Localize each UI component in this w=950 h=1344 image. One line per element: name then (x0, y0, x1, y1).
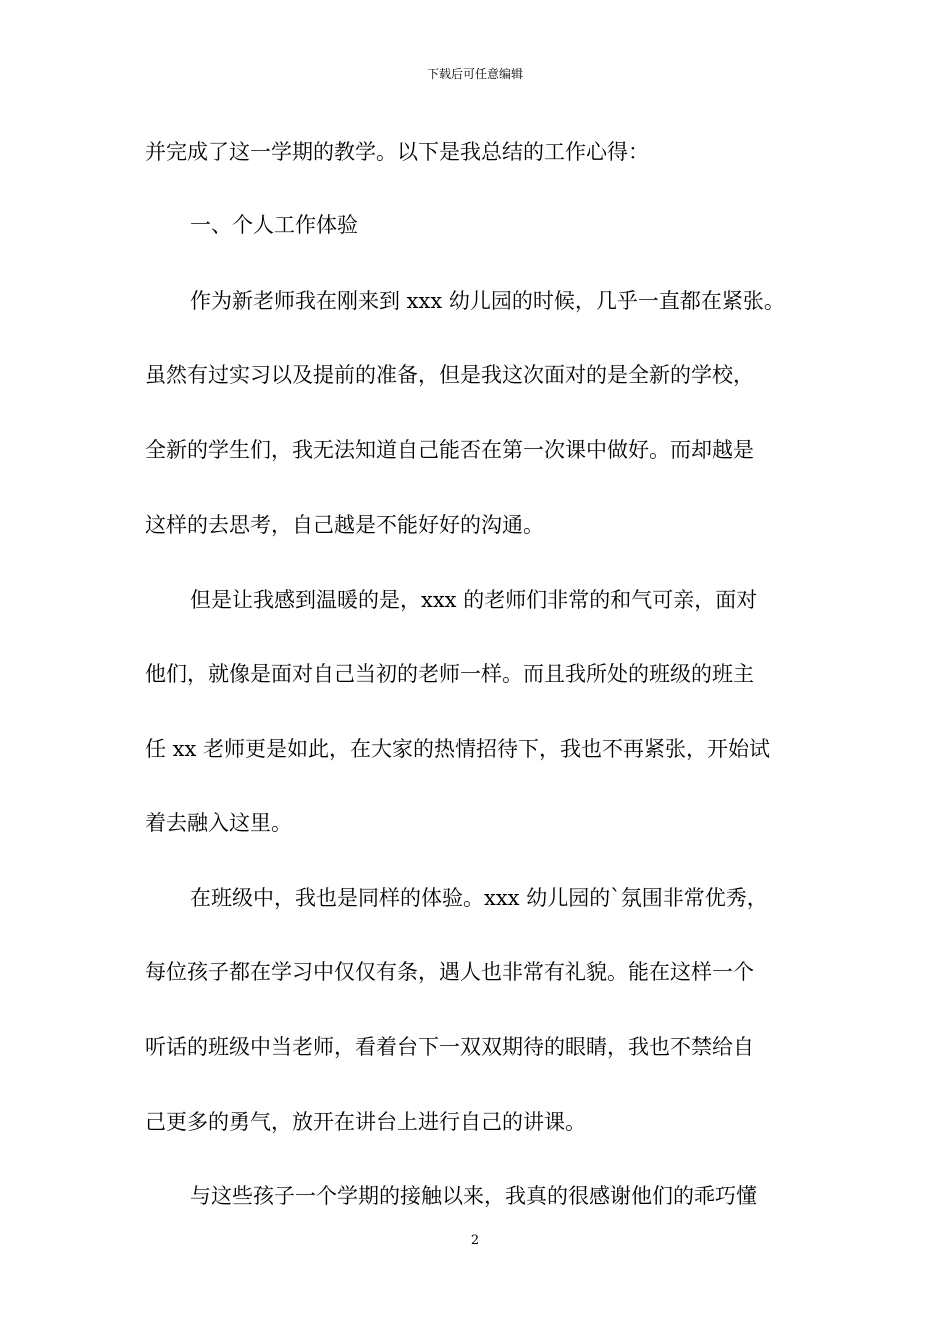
section-heading: 一、个人工作体验 (190, 213, 358, 237)
body-line-3: 作为新老师我在刚来到 xxx 幼儿园的时候，几乎一直都在紧张。 (190, 289, 785, 313)
body-line-12: 每位孩子都在学习中仅仅有条，遇人也非常有礼貌。能在这样一个 (145, 960, 754, 984)
body-line-11: 在班级中，我也是同样的体验。xxx 幼儿园的`氛围非常优秀， (190, 886, 768, 910)
body-line-4: 虽然有过实习以及提前的准备，但是我这次面对的是全新的学校， (145, 363, 754, 387)
body-line-15: 与这些孩子一个学期的接触以来，我真的很感谢他们的乖巧懂 (190, 1184, 757, 1208)
page-number: 2 (470, 1233, 480, 1248)
body-line-14: 己更多的勇气，放开在讲台上进行自己的讲课。 (145, 1110, 586, 1134)
body-line-10: 着去融入这里。 (145, 811, 292, 835)
body-line-13: 听话的班级中当老师，看着台下一双双期待的眼睛，我也不禁给自 (145, 1035, 754, 1059)
body-line-1: 并完成了这一学期的教学。以下是我总结的工作心得： (145, 140, 649, 164)
body-line-9: 任 xx 老师更是如此，在大家的热情招待下，我也不再紧张，开始试 (145, 737, 771, 761)
body-line-6: 这样的去思考，自己越是不能好好的沟通。 (145, 513, 544, 537)
body-line-8: 他们，就像是面对自己当初的老师一样。而且我所处的班级的班主 (145, 662, 754, 686)
body-line-5: 全新的学生们，我无法知道自己能否在第一次课中做好。而却越是 (145, 438, 754, 462)
page-header: 下载后可任意编辑 (426, 67, 523, 81)
body-line-7: 但是让我感到温暖的是，xxx 的老师们非常的和气可亲，面对 (190, 588, 758, 612)
